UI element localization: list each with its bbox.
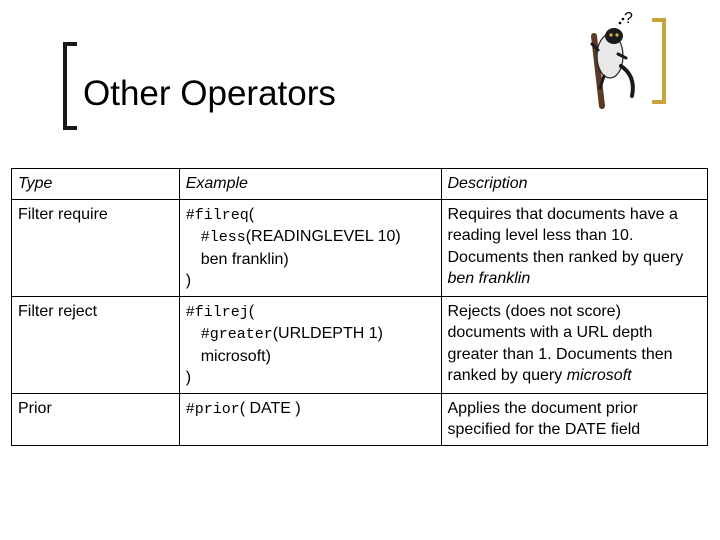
operator-code: #prior xyxy=(185,400,240,418)
row-type-cell: Filter reject xyxy=(12,296,180,393)
row-example-cell: #filreq( #less(READINGLEVEL 10) ben franklin) ) xyxy=(179,199,441,296)
logo-question-text: ? xyxy=(624,10,633,27)
row-description-cell: Rejects (does not score) documents with a URL depth greater than 1. Documents then ranked by query microsoft xyxy=(441,296,708,393)
row-description-cell: Requires that documents have a reading level less than 10. Documents then ranked by query ben franklin xyxy=(441,199,708,296)
table-row xyxy=(12,393,708,445)
title-bracket-right xyxy=(652,18,666,104)
row-example-cell: #filrej( #greater(URLDEPTH 1) microsoft) ) xyxy=(179,296,441,393)
row-description-cell: Applies the document prior specified for the DATE field xyxy=(441,393,708,445)
table-row xyxy=(12,296,708,393)
header-example: Example xyxy=(179,169,441,200)
row-type-cell: Filter require xyxy=(12,199,180,296)
row-type-cell: Prior xyxy=(12,393,180,445)
operator-code: #less xyxy=(200,229,246,246)
table-row xyxy=(12,199,708,296)
operator-code: #filrej xyxy=(185,303,249,321)
lemur-logo-icon xyxy=(574,6,650,110)
operators-table xyxy=(11,168,708,446)
title-bracket-left xyxy=(63,42,77,130)
operator-code: #filreq xyxy=(185,206,249,224)
row-example-cell: #prior( DATE ) xyxy=(179,393,441,445)
query-text: ben franklin xyxy=(447,270,531,287)
slide-title: Other Operators xyxy=(83,74,336,113)
header-description: Description xyxy=(441,169,708,200)
operator-code: #greater xyxy=(200,326,273,343)
table-header-row xyxy=(12,169,708,200)
query-text: microsoft xyxy=(566,367,632,384)
header-type: Type xyxy=(12,169,180,200)
